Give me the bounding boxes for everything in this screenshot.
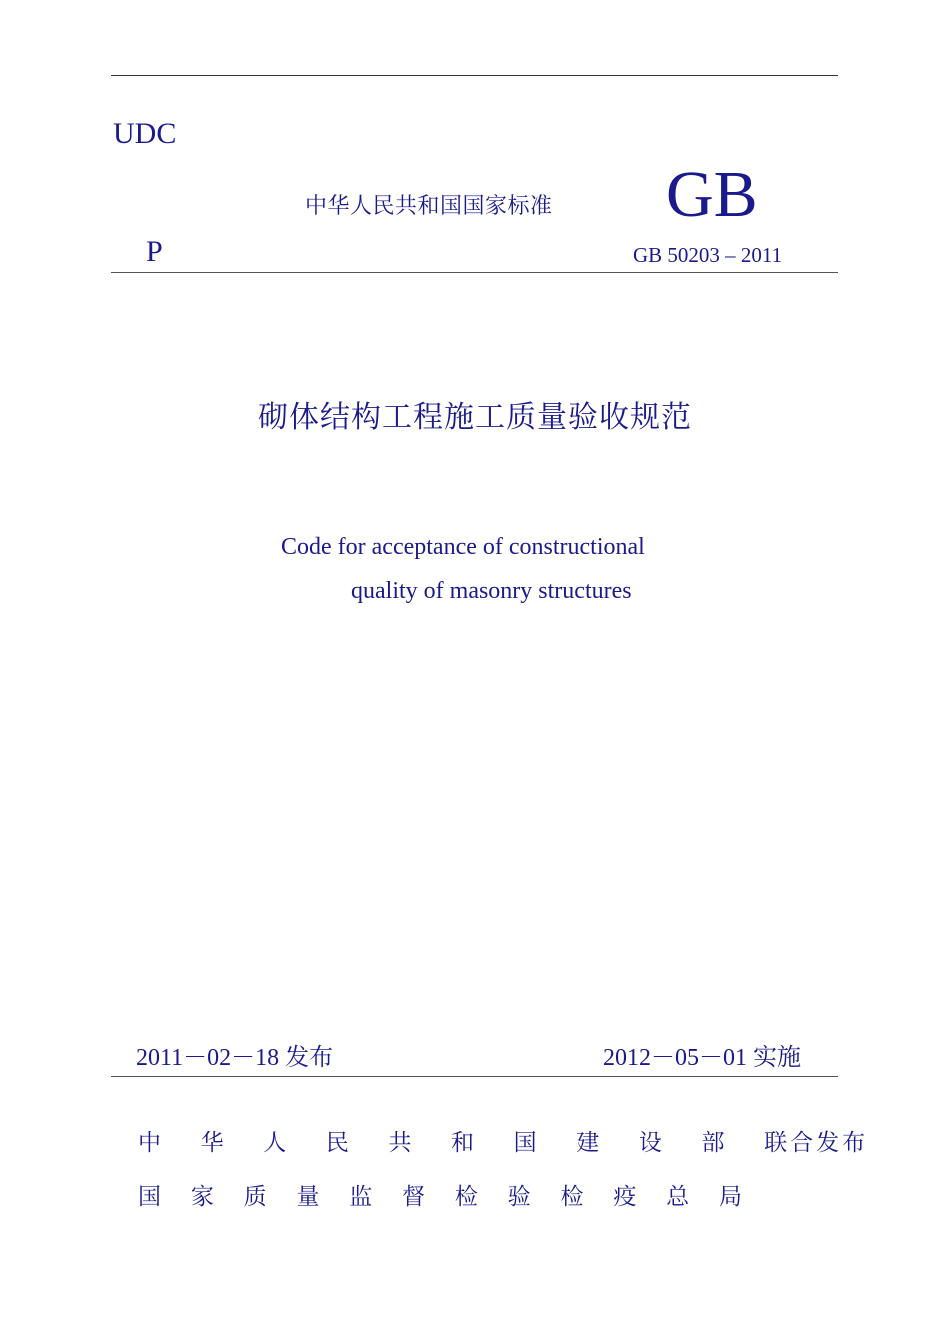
joint-issue-label: 联合发布 (764, 1130, 869, 1156)
top-rule (111, 75, 838, 76)
issuer-char: 量 (296, 1184, 320, 1210)
english-title-line2: quality of masonry structures (351, 578, 632, 604)
issuer-char: 检 (560, 1184, 584, 1210)
issuer-char: 国 (513, 1130, 537, 1156)
issuer-char: 和 (451, 1130, 475, 1156)
issuer-char: 共 (388, 1130, 412, 1156)
issuer-char: 监 (349, 1184, 373, 1210)
issuer-char: 设 (638, 1130, 662, 1156)
issuer-line-2 (138, 1182, 764, 1212)
issuer-char: 中 (138, 1130, 161, 1156)
issuer-char: 局 (718, 1184, 742, 1210)
issuer-char: 验 (507, 1184, 531, 1210)
issuer-char: 疫 (613, 1184, 637, 1210)
english-title-line1: Code for acceptance of constructional (281, 534, 645, 560)
issuer-char: 国 (138, 1184, 161, 1210)
udc-label: UDC (113, 117, 177, 150)
issuer-char: 华 (200, 1130, 224, 1156)
implementation-date: 2012－05－01 实施 (603, 1045, 801, 1071)
issuer-char: 家 (190, 1184, 214, 1210)
issuer-char: 部 (701, 1130, 725, 1156)
issuer-char: 质 (243, 1184, 267, 1210)
issue-date: 2011－02－18 发布 (136, 1045, 334, 1071)
issuer-char: 民 (325, 1130, 349, 1156)
gb-mark: GB (666, 158, 758, 231)
header-rule (111, 272, 838, 273)
footer-rule (111, 1076, 838, 1077)
issuer-char: 检 (454, 1184, 478, 1210)
issuer-char: 总 (666, 1184, 690, 1210)
issuer-line-1 (138, 1128, 868, 1158)
standard-number: GB 50203 – 2011 (633, 243, 783, 267)
national-standard-label: 中华人民共和国国家标准 (305, 194, 553, 219)
issuer-char: 督 (402, 1184, 426, 1210)
chinese-title: 砌体结构工程施工质量验收规范 (258, 400, 692, 435)
issuer-char: 人 (263, 1130, 287, 1156)
p-code-label: P (146, 235, 163, 268)
issuer-char: 建 (576, 1130, 600, 1156)
